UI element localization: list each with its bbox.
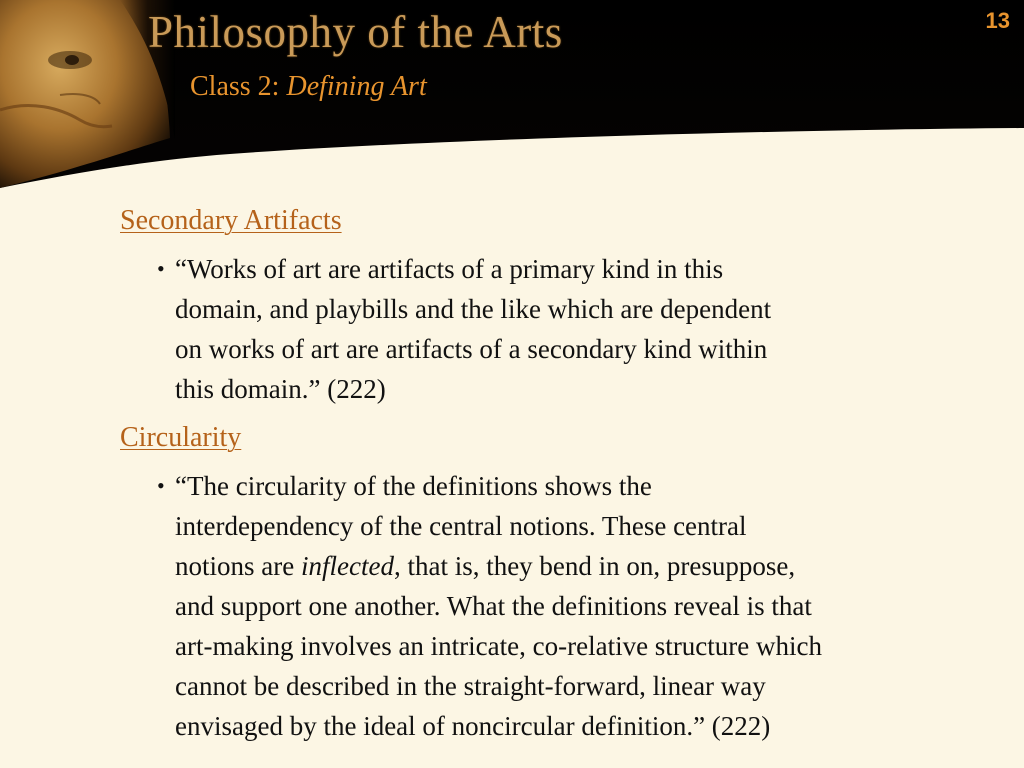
line-text: notions are [175, 551, 301, 581]
bullet-line: on works of art are artifacts of a secondary kind within [175, 334, 768, 364]
section-heading-circularity: Circularity [120, 422, 242, 453]
bullet-line: art-making involves an intricate, co-relative structure which [175, 631, 822, 661]
section-heading-secondary-artifacts: Secondary Artifacts [120, 205, 342, 236]
bullet-line: “Works of art are artifacts of a primary kind in this [175, 254, 724, 284]
line-text: , that is, they bend in on, presuppose, [393, 551, 796, 581]
bullet-line: envisaged by the ideal of noncircular definition.” (222) [175, 711, 771, 741]
bullet-line: “The circularity of the definitions shows the [175, 471, 652, 501]
bullet-icon: • [157, 256, 165, 281]
bullet-icon: • [157, 473, 165, 498]
bullet-line: cannot be described in the straight-forward, linear way [175, 671, 766, 701]
class-topic: Defining Art [286, 71, 427, 102]
class-prefix: Class 2: [190, 71, 287, 102]
slide-number: 13 [985, 8, 1010, 33]
bullet-circularity [157, 466, 822, 746]
bullet-line: this domain.” (222) [175, 374, 386, 404]
bullet-secondary-artifacts [157, 249, 771, 409]
bullet-line: interdependency of the central notions. These central [175, 511, 747, 541]
bullet-line: and support one another. What the definitions reveal is that [175, 591, 812, 621]
bullet-line: domain, and playbills and the like which are dependent [175, 294, 772, 324]
course-title: Philosophy of the Arts [148, 7, 563, 57]
bullet-line [157, 546, 822, 586]
emphasis-inflected: inflected [300, 551, 394, 581]
